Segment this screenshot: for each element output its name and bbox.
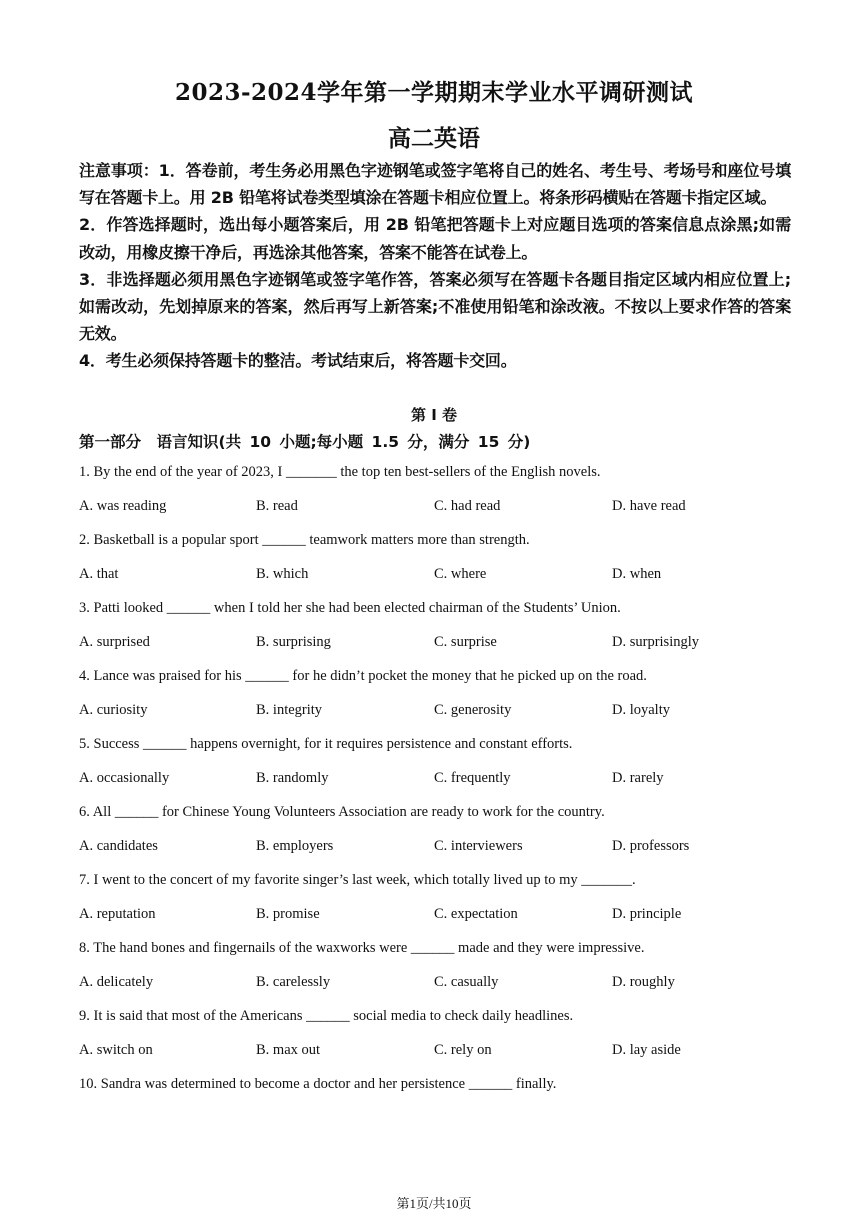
question-options	[79, 498, 799, 518]
option-b: B. read	[256, 498, 298, 514]
option-a: A. switch on	[79, 1042, 153, 1058]
option-d: D. roughly	[612, 974, 675, 990]
instructions	[79, 157, 791, 375]
option-b: B. promise	[256, 906, 320, 922]
exam-title: 2023-2024学年第一学期期末学业水平调研测试	[174, 79, 694, 106]
option-c: C. expectation	[434, 906, 518, 922]
option-c: C. where	[434, 566, 487, 582]
volume-heading: 第 I 卷	[410, 406, 458, 424]
option-d: D. principle	[612, 906, 682, 922]
option-a: A. occasionally	[79, 770, 170, 786]
question-stem: 8. The hand bones and fingernails of the waxworks were ______ made and they were impressive.	[79, 940, 645, 956]
option-a: A. curiosity	[79, 702, 148, 718]
option-d: D. have read	[612, 498, 686, 514]
option-d: D. when	[612, 566, 662, 582]
instruction-2: 2．作答选择题时，选出每小题答案后，用 2B 铅笔把答题卡上对应题目选项的答案信息点涂黑;如需改动，用橡皮擦干净后，再选涂其他答案，答案不能答在试卷上。	[79, 215, 791, 262]
option-a: A. delicately	[79, 974, 154, 990]
option-c: C. surprise	[434, 634, 497, 650]
question-options	[79, 974, 799, 994]
option-c: C. rely on	[434, 1042, 492, 1058]
subject-title: 高二英语	[388, 125, 480, 152]
question-options	[79, 838, 799, 858]
question-options	[79, 770, 799, 790]
question-stem: 5. Success ______ happens overnight, for it requires persistence and constant efforts.	[79, 736, 573, 752]
question-stem: 3. Patti looked ______ when I told her she had been elected chairman of the Students’ Union.	[79, 600, 621, 616]
question-stem: 4. Lance was praised for his ______ for he didn’t pocket the money that he picked up on the road.	[79, 668, 647, 684]
option-b: B. integrity	[256, 702, 323, 718]
option-b: B. randomly	[256, 770, 329, 786]
question-options	[79, 906, 799, 926]
question-stem: 10. Sandra was determined to become a doctor and her persistence ______ finally.	[79, 1076, 557, 1092]
option-b: B. surprising	[256, 634, 331, 650]
question-options	[79, 634, 799, 654]
option-a: A. was reading	[79, 498, 167, 514]
option-b: B. employers	[256, 838, 334, 854]
option-b: B. carelessly	[256, 974, 331, 990]
option-c: C. casually	[434, 974, 499, 990]
option-c: C. interviewers	[434, 838, 523, 854]
option-c: C. generosity	[434, 702, 512, 718]
option-c: C. frequently	[434, 770, 511, 786]
option-d: D. lay aside	[612, 1042, 681, 1058]
option-b: B. max out	[256, 1042, 321, 1058]
instruction-4: 4．考生必须保持答题卡的整洁。考试结束后，将答题卡交回。	[79, 351, 517, 371]
part-heading: 第一部分 语言知识(共 10 小题;每小题 1.5 分，满分 15 分)	[79, 433, 531, 451]
question-options	[79, 702, 799, 722]
page-number: 第1页/共10页	[396, 1196, 472, 1211]
option-d: D. rarely	[612, 770, 664, 786]
option-b: B. which	[256, 566, 309, 582]
question-stem: 6. All ______ for Chinese Young Volunteers Association are ready to work for the country.	[79, 804, 605, 820]
option-d: D. loyalty	[612, 702, 670, 718]
instruction-1: 注意事项：1．答卷前，考生务必用黑色字迹钢笔或签字笔将自己的姓名、考生号、考场号和座位号填写在答题卡上。用 2B 铅笔将试卷类型填涂在答题卡相应位置上。将条形码横贴在答题卡指定区域。	[79, 161, 791, 208]
question-stem: 9. It is said that most of the Americans ______ social media to check daily headlines.	[79, 1008, 574, 1024]
question-stem: 7. I went to the concert of my favorite singer’s last week, which totally lived up to my _______.	[79, 872, 636, 888]
option-d: D. professors	[612, 838, 690, 854]
option-a: A. that	[79, 566, 119, 582]
question-options	[79, 566, 799, 586]
question-stem: 1. By the end of the year of 2023, I _______ the top ten best-sellers of the English novels.	[79, 464, 601, 480]
option-a: A. surprised	[79, 634, 150, 650]
option-d: D. surprisingly	[612, 634, 699, 650]
option-a: A. candidates	[79, 838, 158, 854]
question-stem: 2. Basketball is a popular sport ______ teamwork matters more than strength.	[79, 532, 530, 548]
option-c: C. had read	[434, 498, 501, 514]
question-options	[79, 1042, 799, 1062]
option-a: A. reputation	[79, 906, 156, 922]
instruction-3: 3．非选择题必须用黑色字迹钢笔或签字笔作答，答案必须写在答题卡各题目指定区域内相应位置上;如需改动，先划掉原来的答案，然后再写上新答案;不准使用铅笔和涂改液。不按以上要求作答的答案无效。	[79, 269, 791, 344]
